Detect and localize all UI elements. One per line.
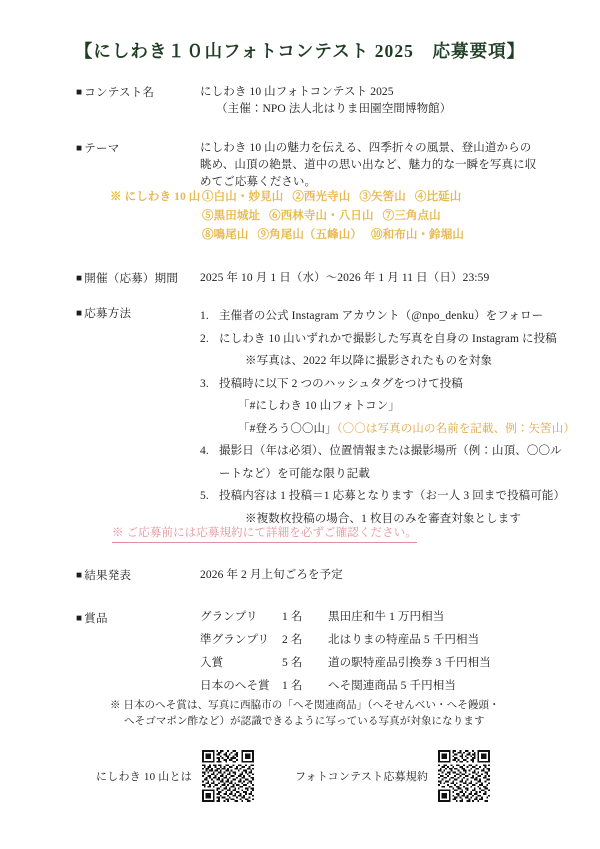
prize-name: 準グランプリ	[200, 634, 270, 646]
heading-label: コンテスト名	[84, 87, 155, 99]
section-how-to-apply	[76, 305, 575, 530]
prize-count: 5 名	[282, 657, 303, 669]
prize-count: 2 名	[282, 634, 303, 646]
prize-desc: 黒田庄和牛 1 万円相当	[328, 611, 445, 623]
hashtag-text: 「#登ろう〇〇山」	[238, 422, 337, 435]
mountain-list-label	[110, 188, 202, 207]
heading-label: テーマ	[84, 143, 120, 155]
note-marker-icon: ※	[110, 191, 122, 203]
step-text: 撮影日（年は必須）、位置情報または撮影場所（例：山頂、〇〇ル	[219, 445, 562, 457]
step-text: 投稿内容は 1 投稿＝1 応募となります（お一人 3 回まで投稿可能）	[219, 490, 566, 502]
prize-name: 入賞	[200, 657, 224, 669]
section-body-theme	[200, 140, 546, 191]
mountain-item: ②西光寺山	[292, 191, 351, 203]
mountain-item: ⑨角尾山（五峰山）	[257, 229, 363, 241]
qr-caption-application-rules: フォトコンテスト応募規約	[295, 771, 429, 783]
prize-table	[200, 610, 491, 702]
footer-qr-row	[0, 750, 600, 820]
prize-name: 日本のへそ賞	[200, 680, 270, 692]
footnote-line-2: へそゴマポン酢など）が認識できるように写っている写真が対象になります	[124, 716, 485, 727]
theme-line-3: めてご応募ください。	[200, 176, 317, 188]
step-number: 4.	[200, 445, 209, 457]
square-bullet-icon: ■	[76, 570, 83, 581]
step-text: 主催者の公式 Instagram アカウント（@npo_denku）をフォロー	[219, 310, 544, 322]
section-heading-period	[76, 270, 178, 286]
mountain-item: ⑥西林寺山・八日山	[269, 210, 374, 222]
period-value: 2025 年 10 月 1 日（水）～2026 年 1 月 11 日（日）23:59	[200, 272, 490, 284]
application-step-2	[200, 328, 557, 351]
mountain-item: ④比延山	[414, 191, 462, 203]
step-number: 1.	[200, 310, 209, 322]
section-period	[76, 270, 546, 287]
step-number: 5.	[200, 490, 209, 502]
qr-group-about-mountains[interactable]	[96, 750, 254, 802]
heading-label: 結果発表	[84, 570, 132, 582]
section-heading-results	[76, 567, 131, 583]
heading-label: 応募方法	[84, 308, 132, 320]
square-bullet-icon: ■	[76, 273, 83, 284]
section-results	[76, 567, 546, 584]
qr-group-application-rules[interactable]	[295, 750, 490, 802]
square-bullet-icon: ■	[76, 143, 83, 154]
square-bullet-icon: ■	[76, 613, 83, 624]
page-title: 【にしわき１０山フォトコンテスト 2025 応募要項】	[74, 41, 526, 61]
hashtag-line-2	[200, 418, 575, 441]
step-text: 投稿時に以下 2 つのハッシュタグをつけて投稿	[219, 377, 463, 390]
hashtag-annotation: （〇〇は写真の山の名前を記載、例：矢筈山）	[336, 422, 575, 435]
heso-prize-footnote	[110, 698, 500, 730]
application-step-4	[200, 440, 562, 463]
results-value: 2026 年 2 月上旬ごろを予定	[200, 569, 343, 581]
section-body-period	[200, 270, 546, 287]
prize-count: 1 名	[282, 680, 303, 692]
hashtag-text: 「#にしわき 10 山フォトコン」	[238, 400, 400, 412]
theme-line-1: にしわき 10 山の魅力を伝える、四季折々の風景、登山道からの	[200, 142, 532, 154]
application-step-4-continuation: ートなど）を可能な限り記載	[219, 467, 370, 480]
application-step-5-note: ※複数枚投稿の場合、1 枚目のみを審査対象とします	[245, 512, 521, 525]
mountain-item: ⑧鳴尾山	[202, 229, 249, 241]
contest-name-line-1: にしわき 10 山フォトコンテスト 2025	[200, 86, 394, 98]
application-step-5	[200, 485, 566, 508]
section-theme	[76, 140, 546, 191]
heading-label: 賞品	[84, 613, 108, 625]
section-body-results	[200, 567, 546, 584]
prize-count: 1 名	[282, 611, 303, 623]
heading-label: 開催（応募）期間	[84, 273, 179, 285]
table-row	[200, 656, 491, 679]
contest-name-line-2: （主催：NPO 法人北はりま田園空間博物館）	[216, 103, 452, 115]
prize-name: グランプリ	[200, 611, 258, 623]
prize-desc: 道の駅特産品引換券 3 千円相当	[328, 657, 491, 669]
table-row	[200, 633, 491, 656]
application-step-2-note: ※写真は、2022 年以降に撮影されたものを対象	[245, 355, 493, 367]
table-row	[200, 610, 491, 633]
hashtag-line-1	[200, 395, 546, 418]
qr-code-icon[interactable]	[438, 750, 490, 802]
application-step-1	[200, 305, 546, 328]
prize-desc: へそ関連商品 5 千円相当	[328, 680, 456, 692]
section-heading-prizes	[76, 610, 108, 626]
application-steps-list	[200, 305, 575, 530]
mountain-item: ⑩和布山・鈴堀山	[371, 229, 464, 241]
section-body-contest-name	[200, 84, 546, 118]
qr-caption-about-mountains: にしわき 10 山とは	[96, 771, 192, 783]
application-step-3	[200, 373, 546, 396]
theme-line-2: 眺め、山頂の絶景、道中の思い出など、魅力的な一瞬を写真に収	[200, 159, 537, 171]
section-heading-how-to-apply	[76, 305, 131, 321]
mountain-list-block	[110, 188, 464, 245]
mountain-list-row-3	[110, 226, 464, 245]
mountain-list-label-text: にしわき 10 山	[124, 191, 201, 203]
section-heading-theme	[76, 140, 119, 156]
section-prizes	[76, 610, 546, 702]
mountain-item: ③矢筈山	[359, 191, 406, 203]
mountain-list-row-1	[110, 188, 464, 207]
mountain-item: ⑤黒田城址	[202, 210, 261, 222]
step-number: 2.	[200, 332, 209, 345]
section-body-how-to-apply	[200, 305, 575, 530]
step-number: 3.	[200, 377, 209, 390]
mountain-item: ⑦三角点山	[382, 210, 441, 222]
footnote-line-1: ※ 日本のへそ賞は、写真に西脇市の「へそ関連商品」（へそせんべい・へそ饅頭・	[110, 700, 500, 711]
step-text: にしわき 10 山いずれかで撮影した写真を自身の Instagram に投稿	[219, 332, 557, 345]
square-bullet-icon: ■	[76, 308, 83, 319]
square-bullet-icon: ■	[76, 87, 83, 98]
application-rules-warning: ※ ご応募前には応募規約にて詳細を必ずご確認ください。	[112, 524, 417, 543]
mountain-list-row-2	[110, 207, 464, 226]
section-body-prizes	[200, 610, 546, 702]
qr-code-icon[interactable]	[202, 750, 254, 802]
section-heading-contest-name	[76, 84, 154, 100]
prize-desc: 北はりまの特産品 5 千円相当	[328, 634, 480, 646]
section-contest-name	[76, 84, 546, 118]
mountain-item: ①白山・妙見山	[202, 191, 284, 203]
